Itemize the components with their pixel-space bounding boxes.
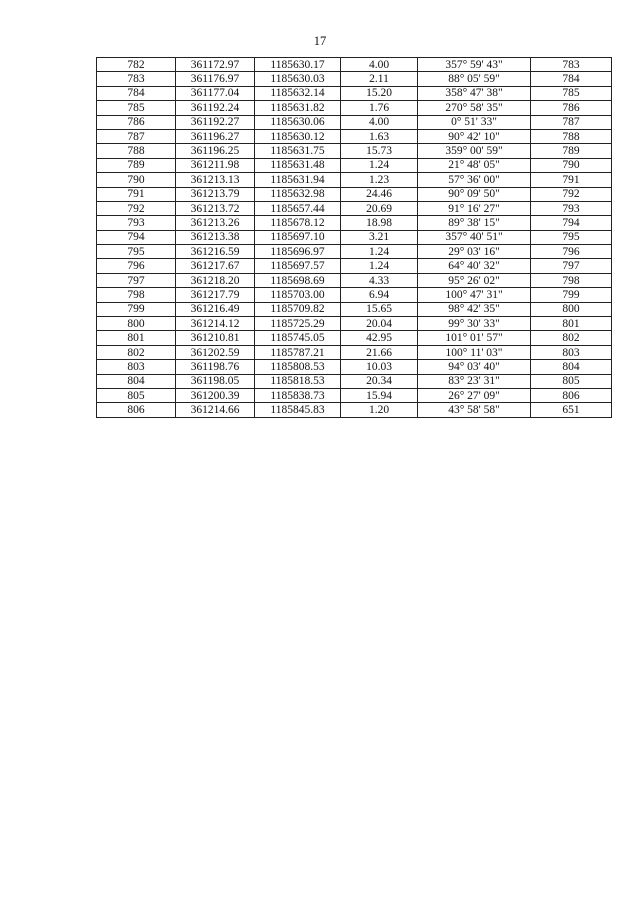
y-coordinate-cell: 1185787.21 (255, 345, 341, 359)
next-point-cell: 790 (531, 158, 612, 172)
x-coordinate-cell: 361213.72 (176, 201, 255, 215)
next-point-cell: 794 (531, 216, 612, 230)
y-coordinate-cell: 1185725.29 (255, 317, 341, 331)
point-number-cell: 790 (97, 173, 176, 187)
y-coordinate-cell: 1185657.44 (255, 201, 341, 215)
bearing-cell: 90° 42' 10" (418, 129, 531, 143)
point-number-cell: 791 (97, 187, 176, 201)
distance-cell: 3.21 (341, 230, 418, 244)
y-coordinate-cell: 1185630.12 (255, 129, 341, 143)
point-number-cell: 799 (97, 302, 176, 316)
next-point-cell: 805 (531, 374, 612, 388)
distance-cell: 15.20 (341, 86, 418, 100)
x-coordinate-cell: 361177.04 (176, 86, 255, 100)
y-coordinate-cell: 1185818.53 (255, 374, 341, 388)
page-number: 17 (313, 34, 327, 48)
next-point-cell: 788 (531, 129, 612, 143)
point-number-cell: 805 (97, 388, 176, 402)
point-number-cell: 798 (97, 288, 176, 302)
bearing-cell: 100° 47' 31" (418, 288, 531, 302)
bearing-cell: 357° 40' 51" (418, 230, 531, 244)
table-row (97, 115, 612, 129)
distance-cell: 1.24 (341, 245, 418, 259)
y-coordinate-cell: 1185630.03 (255, 72, 341, 86)
table-row (97, 144, 612, 158)
point-number-cell: 797 (97, 273, 176, 287)
table-row (97, 259, 612, 273)
next-point-cell: 795 (531, 230, 612, 244)
bearing-cell: 90° 09' 50" (418, 187, 531, 201)
point-number-cell: 803 (97, 360, 176, 374)
next-point-cell: 789 (531, 144, 612, 158)
table-row (97, 302, 612, 316)
table-row (97, 173, 612, 187)
bearing-cell: 21° 48' 05" (418, 158, 531, 172)
x-coordinate-cell: 361218.20 (176, 273, 255, 287)
table-row (97, 101, 612, 115)
next-point-cell: 801 (531, 317, 612, 331)
y-coordinate-cell: 1185709.82 (255, 302, 341, 316)
distance-cell: 18.98 (341, 216, 418, 230)
bearing-cell: 43° 58' 58" (418, 403, 531, 417)
point-number-cell: 794 (97, 230, 176, 244)
x-coordinate-cell: 361213.13 (176, 173, 255, 187)
bearing-cell: 94° 03' 40" (418, 360, 531, 374)
next-point-cell: 796 (531, 245, 612, 259)
bearing-cell: 83° 23' 31" (418, 374, 531, 388)
bearing-cell: 64° 40' 32" (418, 259, 531, 273)
bearing-cell: 0° 51' 33" (418, 115, 531, 129)
point-number-cell: 795 (97, 245, 176, 259)
point-number-cell: 804 (97, 374, 176, 388)
distance-cell: 24.46 (341, 187, 418, 201)
bearing-cell: 29° 03' 16" (418, 245, 531, 259)
y-coordinate-cell: 1185631.75 (255, 144, 341, 158)
y-coordinate-cell: 1185697.57 (255, 259, 341, 273)
distance-cell: 15.65 (341, 302, 418, 316)
point-number-cell: 782 (97, 58, 176, 72)
y-coordinate-cell: 1185678.12 (255, 216, 341, 230)
next-point-cell: 802 (531, 331, 612, 345)
next-point-cell: 786 (531, 101, 612, 115)
point-number-cell: 783 (97, 72, 176, 86)
table-row (97, 360, 612, 374)
x-coordinate-cell: 361172.97 (176, 58, 255, 72)
y-coordinate-cell: 1185631.48 (255, 158, 341, 172)
next-point-cell: 791 (531, 173, 612, 187)
y-coordinate-cell: 1185696.97 (255, 245, 341, 259)
table-row (97, 288, 612, 302)
distance-cell: 1.76 (341, 101, 418, 115)
bearing-cell: 91° 16' 27" (418, 201, 531, 215)
distance-cell: 1.20 (341, 403, 418, 417)
y-coordinate-cell: 1185845.83 (255, 403, 341, 417)
x-coordinate-cell: 361196.25 (176, 144, 255, 158)
x-coordinate-cell: 361217.79 (176, 288, 255, 302)
distance-cell: 20.04 (341, 317, 418, 331)
x-coordinate-cell: 361216.59 (176, 245, 255, 259)
next-point-cell: 806 (531, 388, 612, 402)
x-coordinate-cell: 361198.05 (176, 374, 255, 388)
distance-cell: 15.73 (341, 144, 418, 158)
coordinates-table (96, 57, 612, 418)
distance-cell: 10.03 (341, 360, 418, 374)
next-point-cell: 797 (531, 259, 612, 273)
bearing-cell: 57° 36' 00" (418, 173, 531, 187)
bearing-cell: 95° 26' 02" (418, 273, 531, 287)
distance-cell: 2.11 (341, 72, 418, 86)
bearing-cell: 359° 00' 59" (418, 144, 531, 158)
point-number-cell: 789 (97, 158, 176, 172)
point-number-cell: 786 (97, 115, 176, 129)
table-row (97, 230, 612, 244)
next-point-cell: 651 (531, 403, 612, 417)
y-coordinate-cell: 1185631.94 (255, 173, 341, 187)
y-coordinate-cell: 1185703.00 (255, 288, 341, 302)
distance-cell: 6.94 (341, 288, 418, 302)
bearing-cell: 99° 30' 33" (418, 317, 531, 331)
y-coordinate-cell: 1185630.17 (255, 58, 341, 72)
point-number-cell: 806 (97, 403, 176, 417)
distance-cell: 4.00 (341, 115, 418, 129)
x-coordinate-cell: 361198.76 (176, 360, 255, 374)
table-row (97, 388, 612, 402)
point-number-cell: 788 (97, 144, 176, 158)
next-point-cell: 787 (531, 115, 612, 129)
coordinates-table-body (97, 58, 612, 418)
x-coordinate-cell: 361196.27 (176, 129, 255, 143)
point-number-cell: 793 (97, 216, 176, 230)
distance-cell: 1.24 (341, 158, 418, 172)
y-coordinate-cell: 1185632.98 (255, 187, 341, 201)
distance-cell: 15.94 (341, 388, 418, 402)
x-coordinate-cell: 361211.98 (176, 158, 255, 172)
x-coordinate-cell: 361217.67 (176, 259, 255, 273)
next-point-cell: 803 (531, 345, 612, 359)
table-row (97, 201, 612, 215)
distance-cell: 4.00 (341, 58, 418, 72)
table-row (97, 187, 612, 201)
x-coordinate-cell: 361213.26 (176, 216, 255, 230)
x-coordinate-cell: 361216.49 (176, 302, 255, 316)
x-coordinate-cell: 361214.12 (176, 317, 255, 331)
bearing-cell: 101° 01' 57" (418, 331, 531, 345)
bearing-cell: 358° 47' 38" (418, 86, 531, 100)
x-coordinate-cell: 361192.27 (176, 115, 255, 129)
point-number-cell: 802 (97, 345, 176, 359)
y-coordinate-cell: 1185630.06 (255, 115, 341, 129)
table-row (97, 129, 612, 143)
point-number-cell: 801 (97, 331, 176, 345)
table-row (97, 158, 612, 172)
x-coordinate-cell: 361214.66 (176, 403, 255, 417)
table-row (97, 273, 612, 287)
distance-cell: 20.34 (341, 374, 418, 388)
x-coordinate-cell: 361200.39 (176, 388, 255, 402)
next-point-cell: 783 (531, 58, 612, 72)
table-row (97, 86, 612, 100)
next-point-cell: 785 (531, 86, 612, 100)
point-number-cell: 784 (97, 86, 176, 100)
next-point-cell: 792 (531, 187, 612, 201)
bearing-cell: 98° 42' 35" (418, 302, 531, 316)
next-point-cell: 799 (531, 288, 612, 302)
next-point-cell: 793 (531, 201, 612, 215)
y-coordinate-cell: 1185698.69 (255, 273, 341, 287)
x-coordinate-cell: 361213.38 (176, 230, 255, 244)
x-coordinate-cell: 361213.79 (176, 187, 255, 201)
distance-cell: 21.66 (341, 345, 418, 359)
y-coordinate-cell: 1185808.53 (255, 360, 341, 374)
bearing-cell: 88° 05' 59" (418, 72, 531, 86)
distance-cell: 1.23 (341, 173, 418, 187)
table-row (97, 216, 612, 230)
point-number-cell: 787 (97, 129, 176, 143)
next-point-cell: 798 (531, 273, 612, 287)
table-row (97, 317, 612, 331)
y-coordinate-cell: 1185838.73 (255, 388, 341, 402)
table-row (97, 58, 612, 72)
point-number-cell: 792 (97, 201, 176, 215)
y-coordinate-cell: 1185632.14 (255, 86, 341, 100)
y-coordinate-cell: 1185697.10 (255, 230, 341, 244)
table-row (97, 345, 612, 359)
bearing-cell: 100° 11' 03" (418, 345, 531, 359)
x-coordinate-cell: 361192.24 (176, 101, 255, 115)
bearing-cell: 89° 38' 15" (418, 216, 531, 230)
bearing-cell: 26° 27' 09" (418, 388, 531, 402)
point-number-cell: 796 (97, 259, 176, 273)
table-row (97, 72, 612, 86)
point-number-cell: 785 (97, 101, 176, 115)
bearing-cell: 357° 59' 43" (418, 58, 531, 72)
y-coordinate-cell: 1185745.05 (255, 331, 341, 345)
next-point-cell: 804 (531, 360, 612, 374)
table-row (97, 245, 612, 259)
x-coordinate-cell: 361202.59 (176, 345, 255, 359)
table-row (97, 374, 612, 388)
x-coordinate-cell: 361210.81 (176, 331, 255, 345)
table-row (97, 403, 612, 417)
distance-cell: 4.33 (341, 273, 418, 287)
point-number-cell: 800 (97, 317, 176, 331)
next-point-cell: 784 (531, 72, 612, 86)
distance-cell: 42.95 (341, 331, 418, 345)
distance-cell: 20.69 (341, 201, 418, 215)
table-row (97, 331, 612, 345)
distance-cell: 1.63 (341, 129, 418, 143)
y-coordinate-cell: 1185631.82 (255, 101, 341, 115)
bearing-cell: 270° 58' 35" (418, 101, 531, 115)
distance-cell: 1.24 (341, 259, 418, 273)
x-coordinate-cell: 361176.97 (176, 72, 255, 86)
next-point-cell: 800 (531, 302, 612, 316)
